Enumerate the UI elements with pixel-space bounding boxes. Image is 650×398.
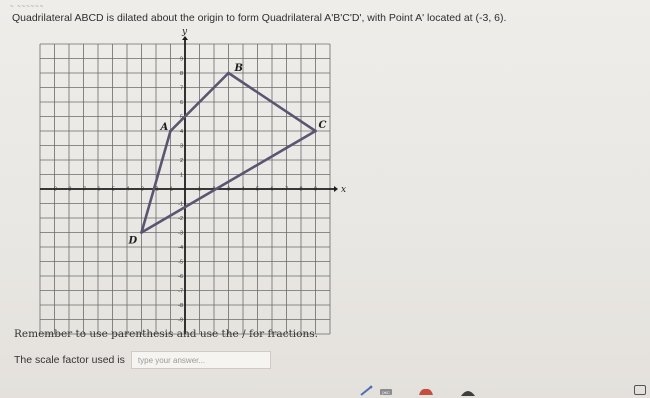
annotation-toolbar: [300, 372, 650, 398]
x-tick-label: -5: [110, 186, 115, 193]
x-tick-label: 3: [226, 186, 231, 193]
breadcrumb: ~ ~~~~~~: [10, 4, 45, 10]
y-tick-label: 2: [179, 158, 183, 164]
axes: [40, 36, 338, 334]
highlighter-icon[interactable]: [378, 386, 394, 396]
svg-text:|ЖС: |ЖС: [382, 390, 390, 395]
x-tick-label: 8: [299, 186, 303, 193]
y-tick-label: 4: [179, 129, 183, 135]
x-tick-label: 7: [284, 186, 289, 193]
x-tick-label: 1: [197, 186, 202, 193]
y-tick-label: 7: [179, 85, 183, 92]
y-tick-label: 5: [179, 114, 183, 121]
x-axis-label: x: [341, 185, 347, 195]
hint-text: Remember to use parenthesis and use the / for fractions.: [14, 328, 318, 340]
coordinate-graph: [40, 27, 347, 334]
x-tick-label: -3: [139, 186, 144, 193]
x-tick-label: 9: [313, 186, 318, 193]
answer-row: [14, 350, 271, 370]
y-tick-label: -2: [178, 216, 183, 222]
tick-labels: [52, 27, 346, 324]
y-tick-label: 3: [179, 143, 183, 150]
graph-svg: [40, 27, 347, 334]
x-tick-label: -4: [124, 186, 130, 193]
y-axis-label: y: [182, 27, 188, 37]
y-tick-label: 6: [179, 100, 183, 106]
y-tick-label: -8: [178, 303, 183, 309]
x-tick-label: 4: [241, 186, 245, 193]
scale-factor-input[interactable]: [131, 351, 271, 369]
x-tick-label: 5: [255, 186, 260, 193]
x-tick-label: 6: [270, 186, 274, 193]
y-tick-label: -3: [178, 230, 183, 237]
point-label-b: B: [234, 63, 243, 74]
y-tick-label: -5: [178, 259, 183, 266]
y-tick-label: -1: [178, 201, 183, 208]
x-tick-label: -9: [52, 186, 57, 193]
y-tick-label: -4: [178, 245, 183, 251]
y-tick-label: -9: [178, 317, 183, 324]
y-tick-label: -7: [178, 288, 183, 295]
point-label-a: A: [160, 122, 169, 133]
x-tick-label: -8: [66, 186, 72, 193]
arc-icon[interactable]: [460, 386, 476, 396]
x-tick-label: 2: [212, 186, 216, 193]
y-tick-label: -6: [178, 274, 183, 280]
x-tick-label: -7: [81, 186, 86, 193]
y-tick-label: 8: [179, 71, 183, 77]
x-axis-arrow: [334, 186, 338, 192]
point-labels: [128, 63, 327, 247]
y-tick-label: 1: [179, 172, 183, 179]
vertex-d: [140, 231, 143, 234]
point-label-c: C: [318, 120, 327, 131]
x-tick-label: -1: [168, 186, 173, 193]
vertex-a: [169, 130, 172, 133]
x-tick-label: -6: [95, 186, 101, 193]
vertex-b: [227, 72, 230, 75]
question-text: Quadrilateral ABCD is dilated about the origin to form Quadrilateral A'B'C'D', with Point A' located at (-3, 6).: [12, 12, 507, 24]
cloud-icon[interactable]: [418, 386, 434, 396]
y-tick-label: 9: [179, 56, 183, 63]
answer-label: The scale factor used is: [14, 354, 125, 366]
x-tick-label: -2: [153, 186, 159, 193]
point-label-d: D: [128, 235, 138, 247]
keyboard-icon[interactable]: [634, 385, 646, 395]
pen-icon[interactable]: [358, 386, 374, 396]
vertex-c: [314, 130, 317, 133]
